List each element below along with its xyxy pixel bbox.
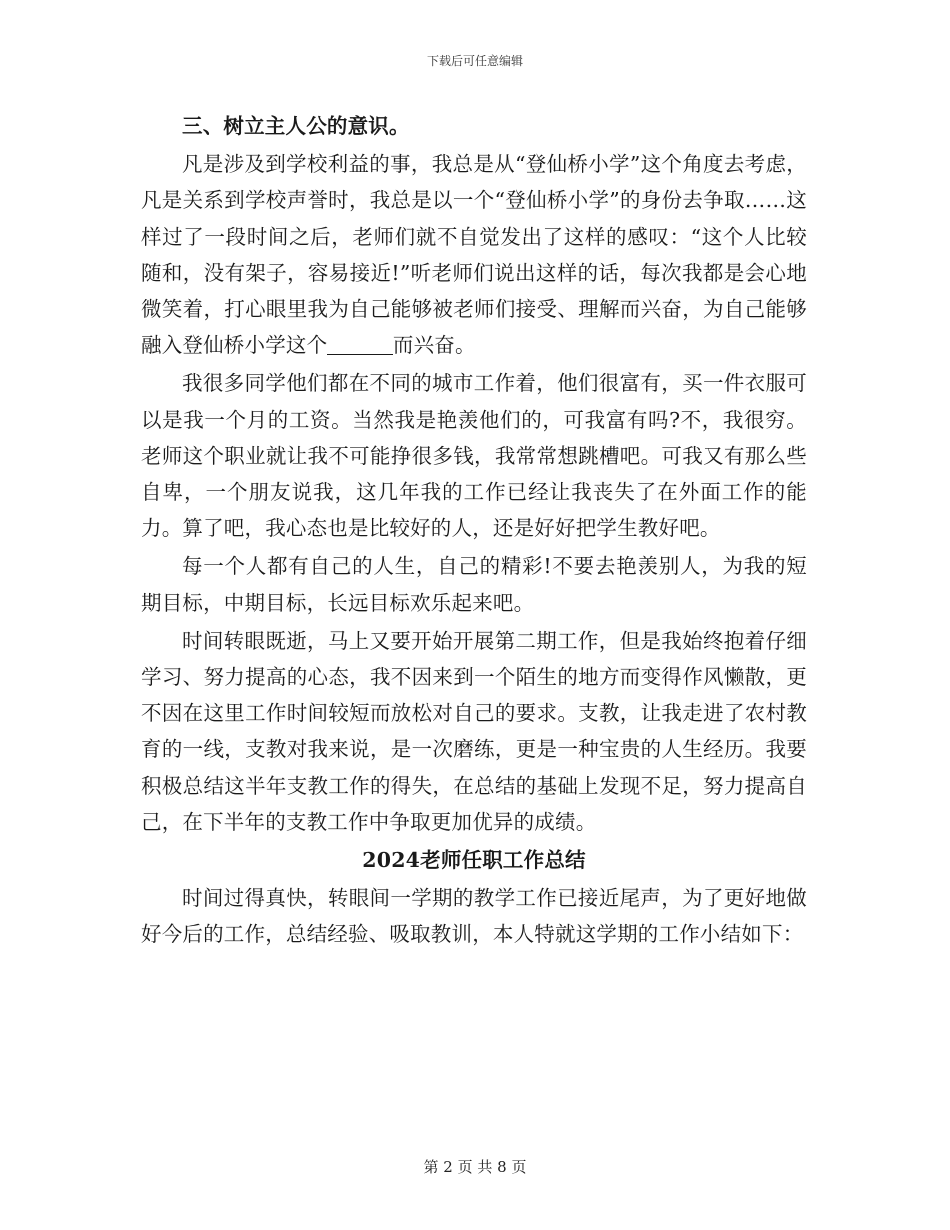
paragraph-1-text: 凡是涉及到学校利益的事，我总是从“登仙桥小学”这个角度去考虑，凡是关系到学校声誉时，我总是以一个“登仙桥小学”的身份去争取……这样过了一段时间之后，老师们就不自觉发出了这样的感叹：“这个人比较随和，没有架子，容易接近!”听老师们说出这样的话，每次我都是会心地微笑着，打心眼里我为自己能够被老师们接受、理解而兴奋，为自己能够融入登仙桥小学这个 [141, 152, 807, 358]
document-title: 2024老师任职工作总结 [362, 848, 586, 873]
paragraph-4: 时间转眼既逝，马上又要开始开展第二期工作，但是我始终抱着仔细学习、努力提高的心态，我不因来到一个陌生的地方而变得作风懒散，更不因在这里工作时间较短而放松对自己的要求。支教，让我走进了农村教育的一线，支教对我来说，是一次磨练，更是一种宝贵的人生经历。我要积极总结这半年支教工作的得失，在总结的基础上发现不足，努力提高自己，在下半年的支教工作中争取更加优异的成绩。 [141, 628, 807, 834]
paragraph-3: 每一个人都有自己的人生，自己的精彩!不要去艳羡别人，为我的短期目标，中期目标，长远目标欢乐起来吧。 [141, 554, 807, 615]
page-header-note: 下载后可任意编辑 [426, 54, 523, 68]
page-number: 第 2 页 共 8 页 [423, 1158, 527, 1176]
paragraph-1 [141, 146, 807, 363]
paragraph-1-ending: 而兴奋。 [392, 333, 476, 358]
paragraph-5: 时间过得真快，转眼间一学期的教学工作已接近尾声，为了更好地做好今后的工作，总结经验、吸取教训，本人特就这学期的工作小结如下： [141, 886, 807, 947]
paragraph-2: 我很多同学他们都在不同的城市工作着，他们很富有，买一件衣服可以是我一个月的工资。当然我是艳羡他们的，可我富有吗?不，我很穷。老师这个职业就让我不可能挣很多钱，我常常想跳槽吧。可我又有那么些自卑，一个朋友说我，这几年我的工作已经让我丧失了在外面工作的能力。算了吧，我心态也是比较好的人，还是好好把学生教好吧。 [141, 371, 807, 541]
document-body [141, 108, 807, 953]
fill-in-blank [327, 334, 393, 356]
section-heading: 三、树立主人公的意识。 [182, 114, 410, 138]
